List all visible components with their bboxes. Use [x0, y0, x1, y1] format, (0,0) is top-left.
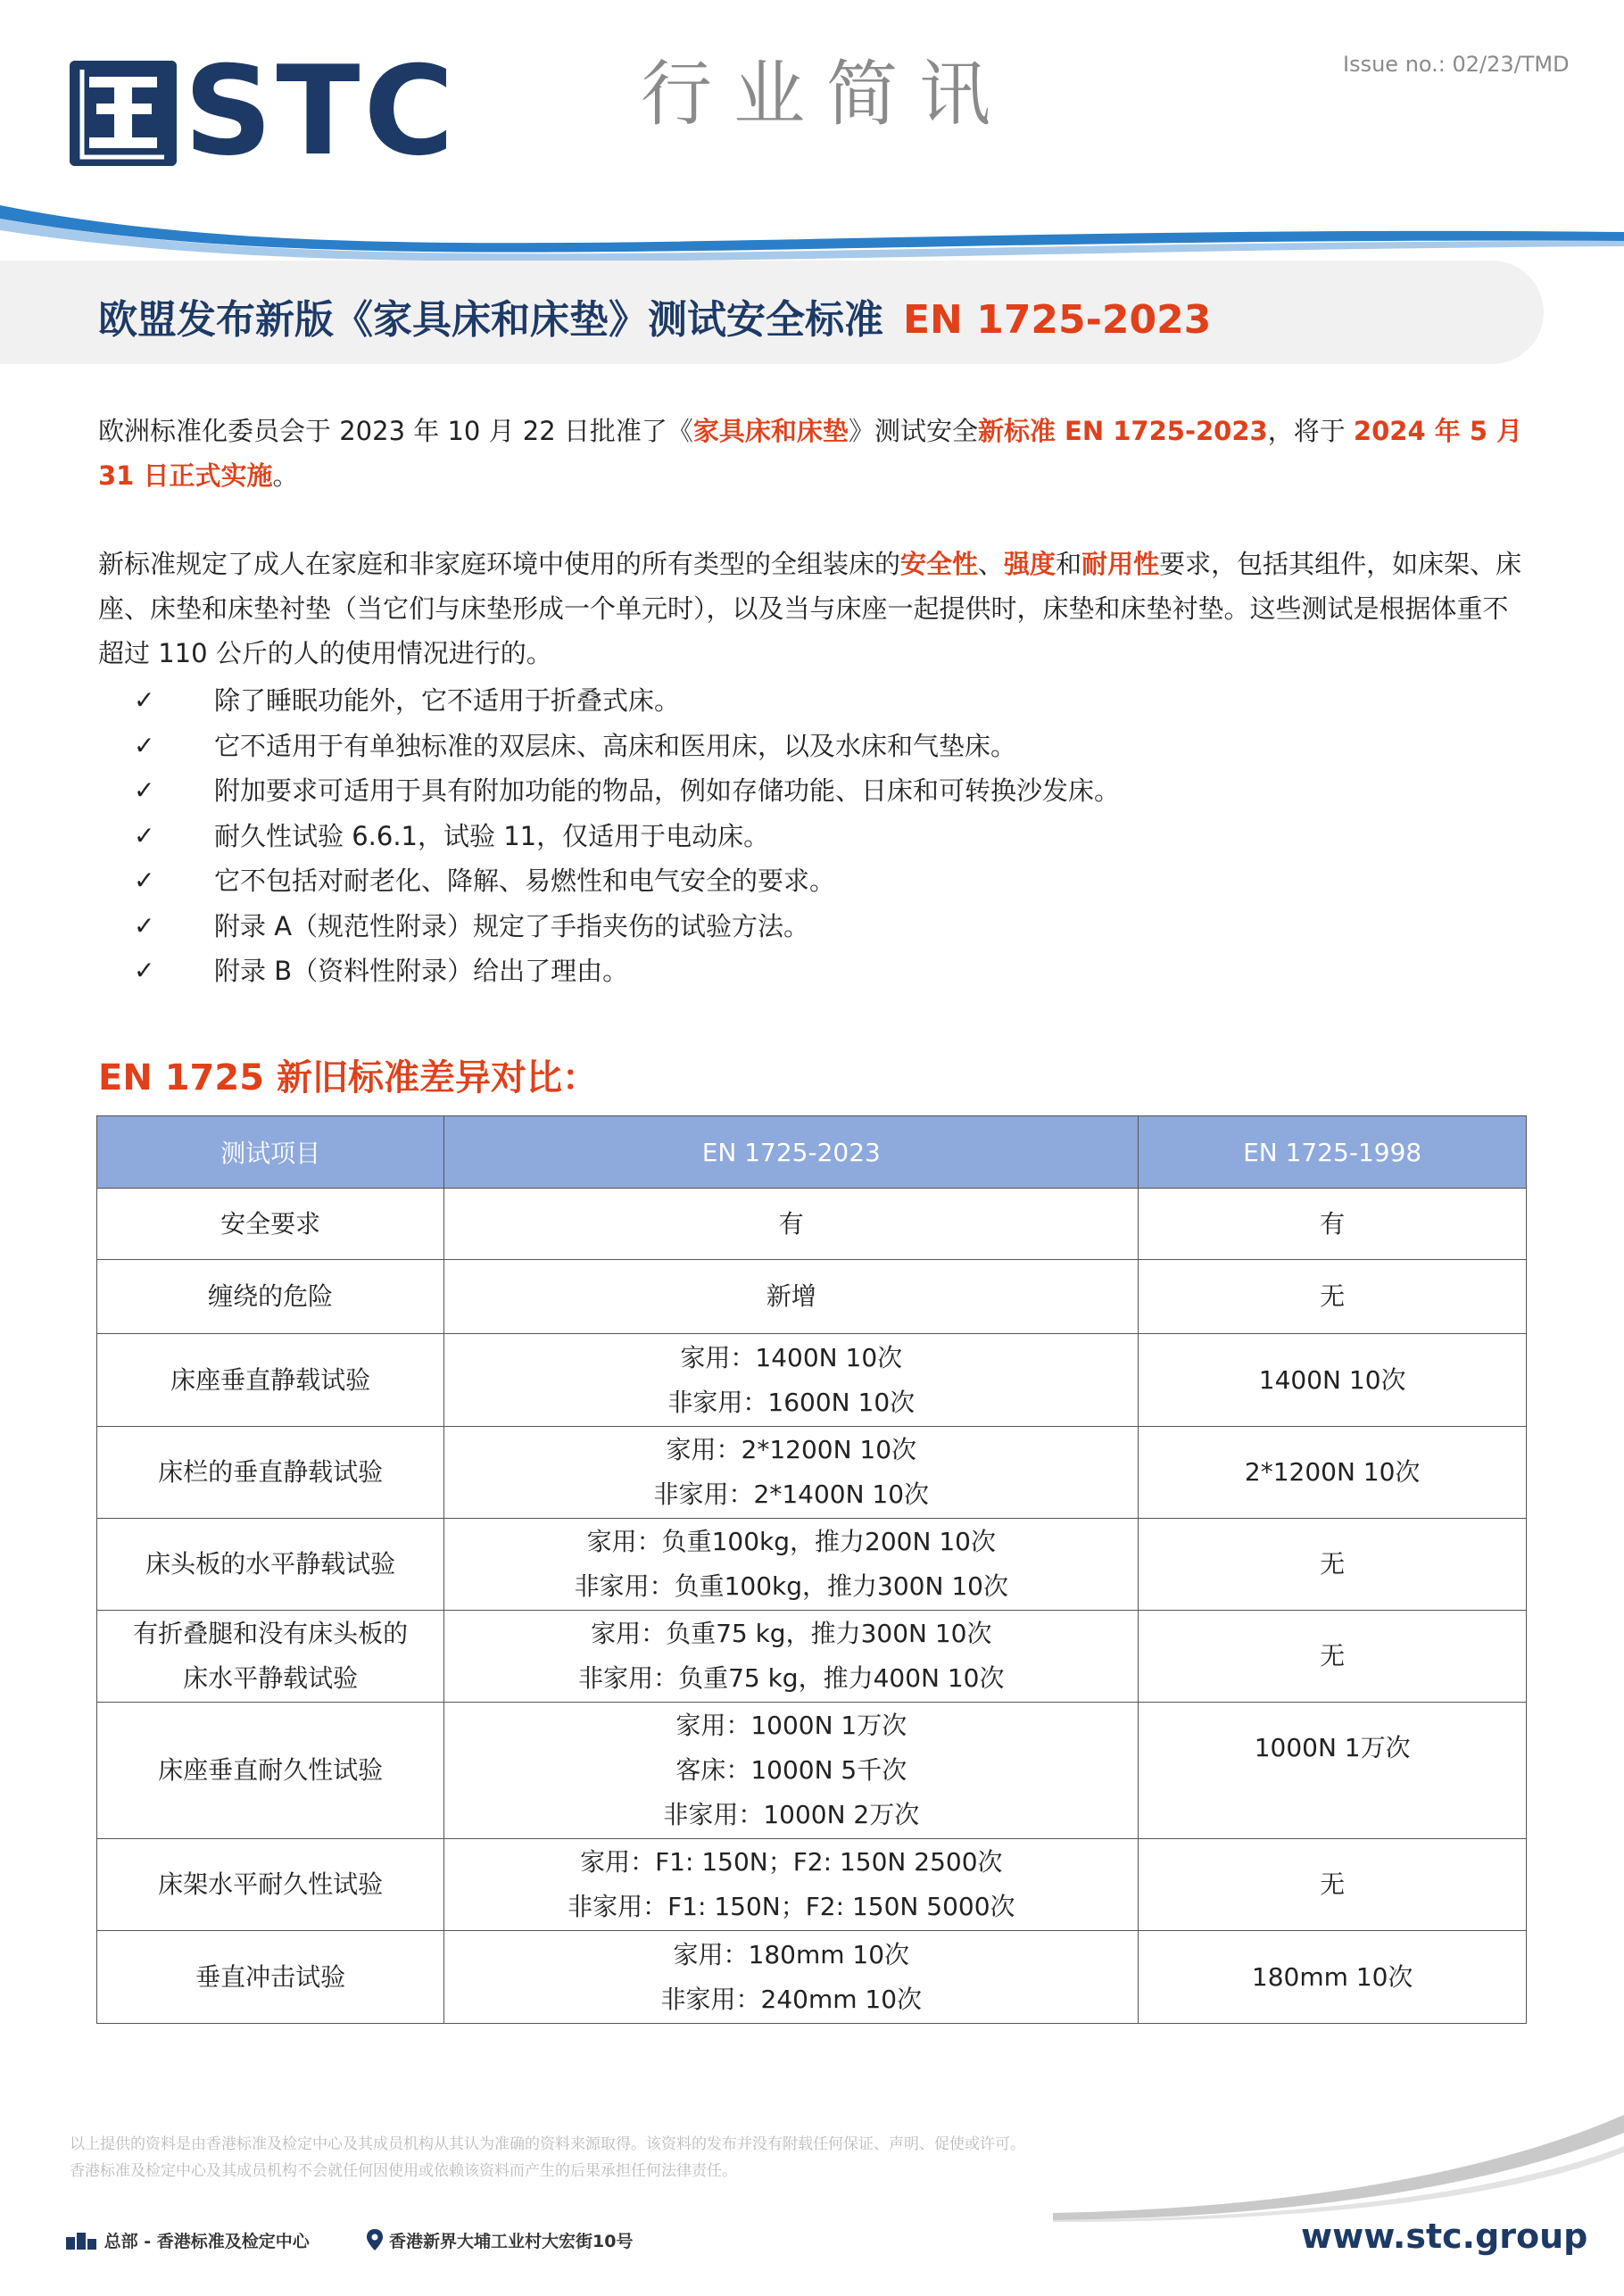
cell-line: 家用：180mm 10次 — [673, 1939, 910, 1969]
bullet-text: 附加要求可适用于具有附加功能的物品，例如存储功能、日床和可转换沙发床。 — [214, 775, 1121, 806]
list-item — [134, 949, 1526, 994]
cell-line: 家用：F1: 150N；F2: 150N 2500次 — [580, 1847, 1003, 1877]
bullet-text: 它不适用于有单独标准的双层床、高床和医用床，以及水床和气垫床。 — [214, 730, 1017, 761]
table-row — [97, 1189, 1527, 1260]
intro-text: 、 — [978, 549, 1005, 579]
website-link[interactable]: www.stc.group — [1301, 2217, 1588, 2256]
new-standard-cell — [444, 1519, 1139, 1611]
old-standard-cell: 1400N 10次 — [1139, 1334, 1527, 1427]
intro-text: 要求，包括其组件，如床架、床座、床垫和床垫衬垫（当它们与床垫形成一个单元时），以及当与床座一起提供时，床垫和床垫衬垫。这些测试是根据体重不超过 110 公斤的人的使用情况进行的。 — [98, 549, 1522, 668]
stc-logo-text: STC — [184, 39, 458, 183]
test-item-cell — [97, 1931, 444, 2024]
cell-line: 家用：1400N 10次 — [680, 1342, 903, 1372]
test-item-cell — [97, 1703, 444, 1839]
cell-line: 有 — [778, 1208, 804, 1239]
cell-line: 非家用：240mm 10次 — [660, 1984, 923, 2014]
comparison-table — [96, 1115, 1527, 2024]
disclaimer-line-1: 以上提供的资料是由香港标准及检定中心及其成员机构从其认为准确的资料来源取得。该资料的发布并没有附载任何保证、声明、促使或许可。 — [70, 2135, 1025, 2153]
article-title — [98, 287, 1211, 344]
cell-line: 非家用：F1: 150N；F2: 150N 5000次 — [568, 1892, 1015, 1921]
cell-line: 床栏的垂直静载试验 — [158, 1457, 384, 1487]
table-row — [97, 1931, 1527, 2024]
table-row — [97, 1427, 1527, 1519]
table-row — [97, 1334, 1527, 1427]
list-item — [134, 904, 1526, 949]
cell-line: 家用：2*1200N 10次 — [666, 1435, 917, 1464]
table-row — [97, 1519, 1527, 1611]
test-item-cell — [97, 1519, 444, 1611]
test-item-cell — [97, 1260, 444, 1334]
intro-text: ，将于 — [1267, 416, 1354, 446]
check-icon: ✓ — [134, 775, 155, 805]
cell-line: 垂直冲击试验 — [195, 1961, 346, 1992]
intro-paragraph-1 — [98, 409, 1526, 498]
intro-text: 新标准规定了成人在家庭和非家庭环境中使用的所有类型的全组装床的 — [98, 549, 901, 579]
check-icon: ✓ — [134, 956, 155, 985]
intro-text: 》测试安全 — [848, 416, 978, 446]
header-old-standard: EN 1725-1998 — [1139, 1116, 1527, 1189]
bullet-text: 附录 B（资料性附录）给出了理由。 — [214, 956, 629, 986]
location-pin-icon — [367, 2229, 383, 2250]
cell-line: 非家用：1600N 10次 — [667, 1387, 916, 1417]
new-standard-cell — [444, 1839, 1139, 1931]
newsletter-title: 行业简讯 — [641, 53, 1012, 136]
intro-highlight: 家具床和床垫 — [692, 416, 849, 446]
address-text: 香港新界大埔工业村大宏街10号 — [389, 2232, 634, 2251]
stc-emblem-icon — [70, 61, 177, 166]
headquarters-label: 总部 - 香港标准及检定中心 — [104, 2232, 310, 2251]
cell-line: 非家用：负重75 kg，推力400N 10次 — [578, 1663, 1005, 1693]
old-standard-cell: 1000N 1万次 — [1139, 1703, 1527, 1839]
new-standard-cell — [444, 1334, 1139, 1427]
list-item — [134, 814, 1526, 859]
intro-highlight: 2024 年 5 月 31 日正式实施 — [98, 416, 1523, 491]
check-icon: ✓ — [134, 820, 155, 850]
new-standard-cell — [444, 1427, 1139, 1519]
test-item-cell — [97, 1189, 444, 1260]
intro-highlight: 耐用性 — [1081, 549, 1160, 579]
bullet-text: 除了睡眠功能外，它不适用于折叠式床。 — [214, 685, 681, 716]
bullet-text: 它不包括对耐老化、降解、易燃性和电气安全的要求。 — [214, 866, 836, 896]
cell-line: 非家用：1000N 2万次 — [663, 1800, 920, 1829]
table-row — [97, 1260, 1527, 1334]
intro-highlight: 安全性 — [900, 549, 979, 579]
stc-logo-emblem — [70, 61, 177, 166]
old-standard-cell: 180mm 10次 — [1139, 1931, 1527, 2024]
table-row — [97, 1703, 1527, 1839]
cell-line: 非家用：2*1400N 10次 — [653, 1480, 930, 1509]
cell-line: 客床：1000N 5千次 — [675, 1755, 907, 1785]
scope-bullet-list — [134, 678, 1526, 994]
list-item — [134, 858, 1526, 904]
test-item-cell — [97, 1334, 444, 1427]
bullet-text: 附录 A（规范性附录）规定了手指夹伤的试验方法。 — [214, 910, 810, 941]
cell-line: 床头板的水平静载试验 — [145, 1549, 396, 1579]
test-item-cell — [97, 1611, 444, 1703]
footer-contact — [64, 2228, 633, 2252]
check-icon: ✓ — [134, 910, 155, 941]
test-item-cell — [97, 1427, 444, 1519]
table-row — [97, 1611, 1527, 1703]
intro-paragraph-2 — [98, 542, 1526, 676]
cell-line: 床座垂直静载试验 — [170, 1364, 371, 1395]
old-standard-cell: 无 — [1139, 1260, 1527, 1334]
cell-line: 床水平静载试验 — [183, 1663, 359, 1693]
new-standard-cell — [444, 1189, 1139, 1260]
check-icon: ✓ — [134, 685, 155, 715]
check-icon: ✓ — [134, 866, 155, 895]
footer-swoosh — [1053, 2097, 1624, 2222]
new-standard-cell — [444, 1260, 1139, 1334]
issue-number: Issue no.: 02/23/TMD — [1343, 52, 1570, 77]
cell-line: 新增 — [766, 1281, 816, 1311]
disclaimer — [70, 2131, 1025, 2184]
comparison-section-title: EN 1725 新旧标准差异对比： — [98, 1057, 598, 1098]
cell-line: 床座垂直耐久性试验 — [158, 1755, 384, 1785]
cell-line: 家用：负重75 kg，推力300N 10次 — [591, 1619, 992, 1648]
article-title-main: 欧盟发布新版《家具床和床垫》测试安全标准 — [98, 297, 883, 343]
new-standard-cell — [444, 1931, 1139, 2024]
table-row — [97, 1839, 1527, 1931]
cell-line: 安全要求 — [220, 1208, 321, 1239]
check-icon: ✓ — [134, 730, 155, 760]
old-standard-cell: 2*1200N 10次 — [1139, 1427, 1527, 1519]
test-item-cell — [97, 1839, 444, 1931]
building-icon — [64, 2230, 98, 2250]
cell-line: 非家用：负重100kg，推力300N 10次 — [574, 1571, 1008, 1601]
old-standard-cell: 无 — [1139, 1839, 1527, 1931]
intro-highlight: 强度 — [1004, 549, 1056, 579]
intro-text: 和 — [1056, 549, 1082, 579]
new-standard-cell — [444, 1611, 1139, 1703]
table-header-row — [97, 1116, 1527, 1189]
intro-text: 欧洲标准化委员会于 2023 年 10 月 22 日批准了《 — [98, 416, 693, 446]
cell-line: 床架水平耐久性试验 — [158, 1869, 384, 1899]
header-test-item: 测试项目 — [97, 1116, 444, 1189]
new-standard-cell — [444, 1703, 1139, 1839]
disclaimer-line-2: 香港标准及检定中心及其成员机构不会就任何因使用或依赖该资料而产生的后果承担任何法律责任。 — [70, 2162, 737, 2180]
intro-highlight: 新标准 EN 1725-2023 — [977, 416, 1268, 446]
list-item — [134, 724, 1526, 769]
article-title-code: EN 1725-2023 — [903, 297, 1212, 343]
old-standard-cell: 无 — [1139, 1519, 1527, 1611]
cell-line: 有折叠腿和没有床头板的 — [133, 1619, 409, 1648]
intro-text: 。 — [272, 460, 299, 491]
cell-line: 缠绕的危险 — [208, 1281, 334, 1311]
old-standard-cell: 无 — [1139, 1611, 1527, 1703]
list-item — [134, 768, 1526, 814]
old-standard-cell: 有 — [1139, 1189, 1527, 1260]
cell-line: 家用：负重100kg，推力200N 10次 — [586, 1527, 996, 1556]
bullet-text: 耐久性试验 6.6.1，试验 11，仅适用于电动床。 — [214, 820, 770, 851]
list-item — [134, 678, 1526, 724]
header-new-standard: EN 1725-2023 — [444, 1116, 1139, 1189]
cell-line: 家用：1000N 1万次 — [675, 1711, 907, 1740]
